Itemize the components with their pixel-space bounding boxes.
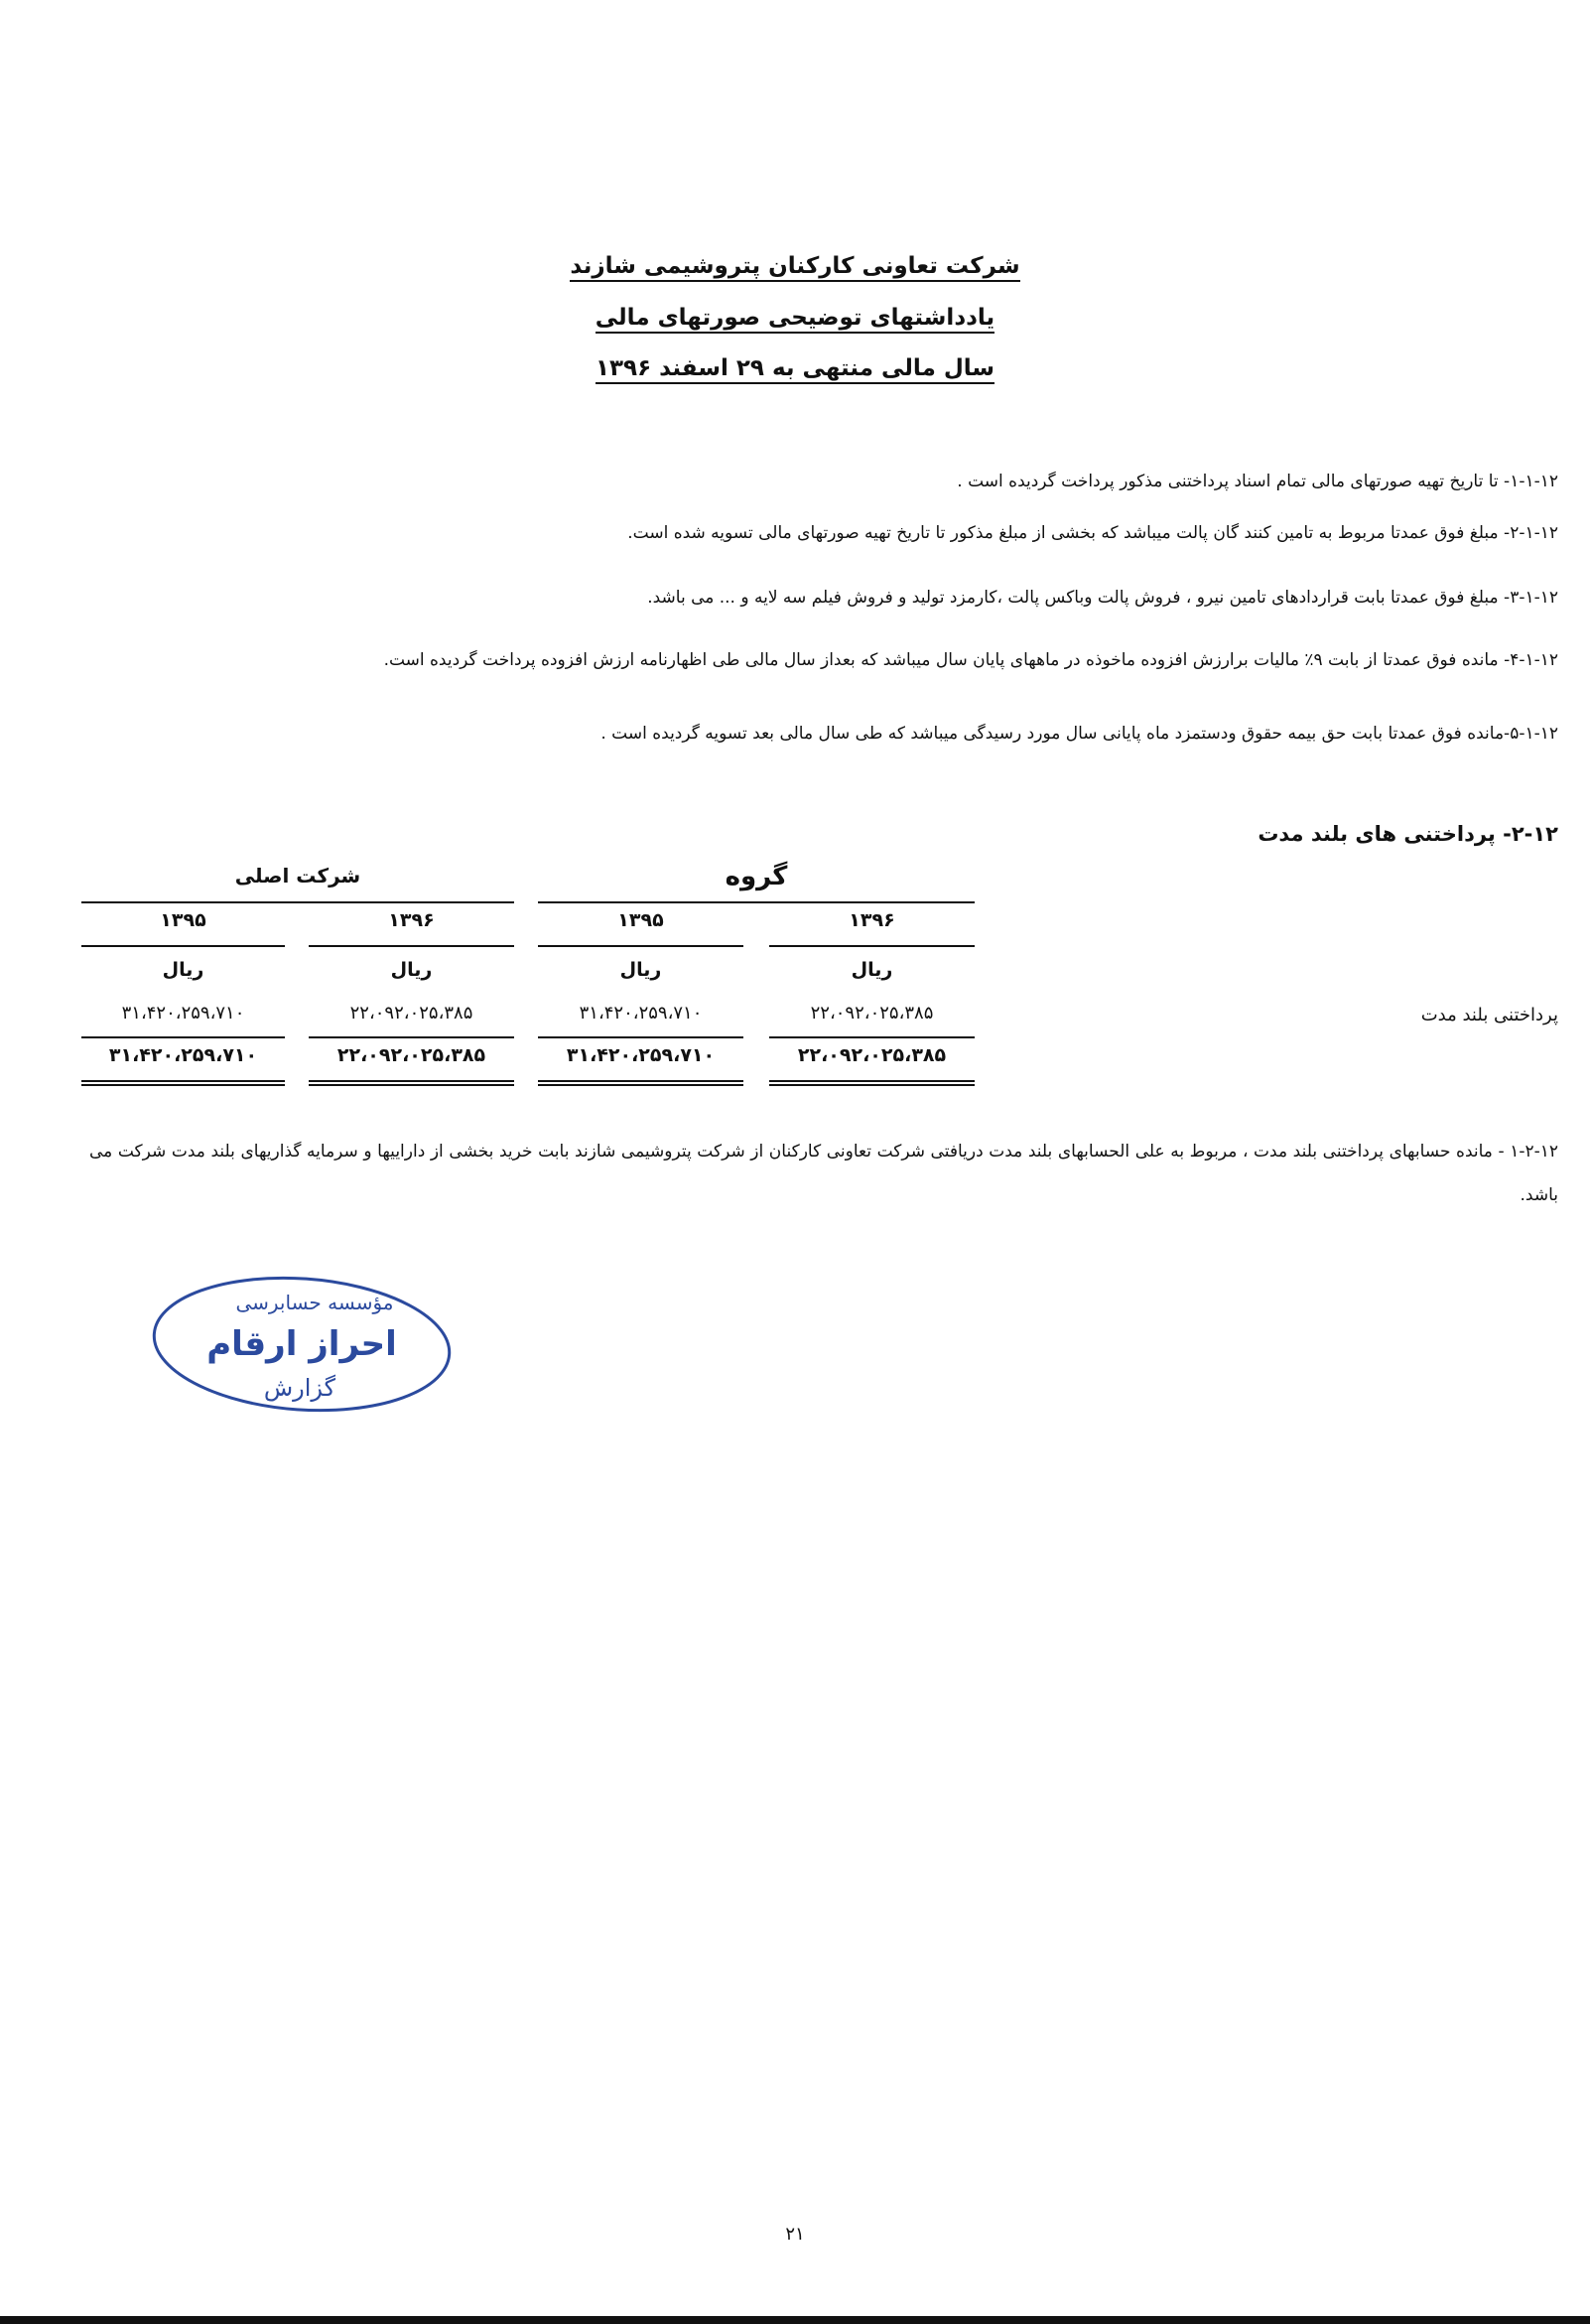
year-header: ۱۳۹۶ <box>849 909 895 931</box>
subtotal-rule <box>538 1036 743 1038</box>
year-header: ۱۳۹۵ <box>617 909 664 931</box>
company-header: شرکت اصلی <box>234 864 361 888</box>
note-item: ۳-۱-۱۲- مبلغ فوق عمدتا بابت قراردادهای تامین نیرو ، فروش پالت وباکس پالت ،کارمزد تولید و فروش فیلم سه لایه و ... می باشد. <box>647 588 1558 608</box>
auditor-stamp <box>151 1274 454 1415</box>
company-underline <box>81 901 514 903</box>
subtotal-rule <box>81 1036 285 1038</box>
total-cell: ۳۱،۴۲۰،۲۵۹،۷۱۰ <box>108 1044 258 1066</box>
footnote-paragraph: ۱-۲-۱۲ - مانده حسابهای پرداختنی بلند مدت ، مربوط به علی الحسابهای بلند مدت دریافتی شرکت تعاونی کارکنان از شرکت پتروشیمی شازند بابت خرید بخشی از داراییها و سرمایه گذاریهای بلند مدت شرکت می باشد. <box>89 1142 1558 1205</box>
table-cell: ۲۲،۰۹۲،۰۲۵،۳۸۵ <box>810 1003 934 1024</box>
year-underline <box>538 945 743 947</box>
document-subtitle: یادداشتهای توضیحی صورتهای مالی <box>0 305 1590 331</box>
company-title: شرکت تعاونی کارکنان پتروشیمی شازند <box>0 253 1590 279</box>
total-double-rule <box>81 1080 285 1086</box>
total-cell: ۳۱،۴۲۰،۲۵۹،۷۱۰ <box>566 1044 716 1066</box>
year-underline <box>81 945 285 947</box>
note-item: ۱-۱-۱۲- تا تاریخ تهیه صورتهای مالی تمام اسناد پرداختنی مذکور پرداخت گردیده است . <box>957 472 1558 491</box>
year-header: ۱۳۹۵ <box>160 909 206 931</box>
year-underline <box>769 945 975 947</box>
group-header: گروه <box>725 862 788 891</box>
year-header: ۱۳۹۶ <box>388 909 435 931</box>
section-title: ۲-۱۲- پرداختنی های بلند مدت <box>1258 822 1558 846</box>
table-cell: ۲۲،۰۹۲،۰۲۵،۳۸۵ <box>349 1003 473 1024</box>
currency-label: ریال <box>619 959 662 981</box>
period-title: سال مالی منتهی به ۲۹ اسفند ۱۳۹۶ <box>0 355 1590 381</box>
stamp-bottom-text: گزارش <box>263 1374 336 1402</box>
currency-label: ریال <box>851 959 893 981</box>
group-underline <box>538 901 975 903</box>
page-number: ۲۱ <box>785 2224 805 2245</box>
year-underline <box>309 945 514 947</box>
total-double-rule <box>309 1080 514 1086</box>
total-double-rule <box>538 1080 743 1086</box>
subtotal-rule <box>309 1036 514 1038</box>
scan-edge <box>0 2316 1590 2324</box>
stamp-middle-text: احراز ارقام <box>206 1324 397 1364</box>
total-double-rule <box>769 1080 975 1086</box>
stamp-top-text: مؤسسه حسابرسی <box>235 1291 394 1314</box>
total-cell: ۲۲،۰۹۲،۰۲۵،۳۸۵ <box>797 1044 947 1066</box>
currency-label: ریال <box>390 959 433 981</box>
subtotal-rule <box>769 1036 975 1038</box>
currency-label: ریال <box>162 959 204 981</box>
note-item: ۵-۱-۱۲-مانده فوق عمدتا بابت حق بیمه حقوق ودستمزد ماه پایانی سال مورد رسیدگی میباشد که طی سال مالی بعد تسویه گردیده است . <box>600 724 1558 744</box>
row-label: پرداختنی بلند مدت <box>1420 1005 1558 1025</box>
total-cell: ۲۲،۰۹۲،۰۲۵،۳۸۵ <box>336 1044 486 1066</box>
note-item: ۴-۱-۱۲- مانده فوق عمدتا از بابت ۹٪ مالیات برارزش افزوده ماخوذه در ماههای پایان سال میباشد که بعداز سال مالی طی اظهارنامه ارزش افزوده پرداخت گردیده است. <box>383 650 1558 670</box>
table-cell: ۳۱،۴۲۰،۲۵۹،۷۱۰ <box>579 1003 703 1024</box>
table-cell: ۳۱،۴۲۰،۲۵۹،۷۱۰ <box>121 1003 245 1024</box>
note-item: ۲-۱-۱۲- مبلغ فوق عمدتا مربوط به تامین کنند گان پالت میباشد که بخشی از مبلغ مذکور تا تاریخ تهیه صورتهای مالی تسویه شده است. <box>627 523 1558 543</box>
